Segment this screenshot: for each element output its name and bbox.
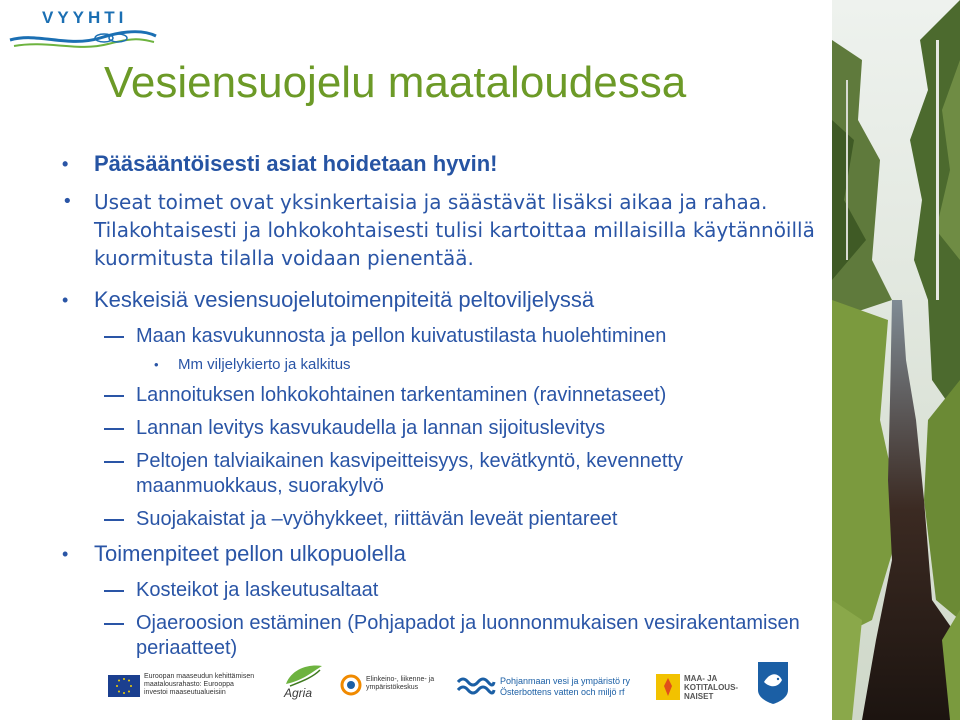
sub-bullet-item xyxy=(58,449,828,499)
eu-logo xyxy=(108,673,258,701)
bullet-item xyxy=(58,188,828,272)
eu-text: Euroopan maaseudun kehittämisen maatalousrahasto: Eurooppa investoi maaseutualueisiin xyxy=(144,673,255,696)
bullet-dot-icon: • xyxy=(62,154,69,174)
sub-bullet-item xyxy=(58,507,828,532)
sub-bullet-text: Lannoituksen lohkokohtainen tarkentaminen (ravinnetaseet) xyxy=(136,384,667,406)
ely-logo xyxy=(340,674,440,702)
sub-bullet-item xyxy=(58,578,828,603)
sub-bullet-item xyxy=(58,416,828,441)
bullet-item xyxy=(58,540,828,568)
bullet-dot-icon: • xyxy=(154,357,159,372)
slide-title: Vesiensuojelu maataloudessa xyxy=(104,58,687,107)
dash-icon xyxy=(104,336,124,338)
proagria-logo xyxy=(282,664,324,704)
maaja-text: MAA- JA KOTITALOUS- NAISET xyxy=(684,674,739,701)
sub-bullet-item xyxy=(58,383,828,408)
bullet-text: Toimenpiteet pellon ulkopuolella xyxy=(94,541,406,566)
maaja-logo xyxy=(654,672,742,706)
ely-circle-icon xyxy=(340,674,362,696)
bullet-text: Keskeisiä vesiensuojelutoimenpiteitä peltoviljelyssä xyxy=(94,287,595,312)
wave-logo-icon xyxy=(456,674,496,698)
dash-icon xyxy=(104,519,124,521)
sub-bullet-text: Ojaeroosion estäminen (Pohjapadot ja luonnonmukaisen vesirakentamisen periaatteet) xyxy=(136,612,800,659)
pohjanmaan-line1: Pohjanmaan vesi ja ympäristö ry xyxy=(500,676,631,686)
sub-sub-bullet-text: Mm viljelykierto ja kalkitus xyxy=(178,356,351,373)
sub-bullet-text: Kosteikot ja laskeutusaltaat xyxy=(136,579,379,601)
logo-text: VYYHTI xyxy=(42,8,128,27)
maaja-flower-icon xyxy=(654,672,682,702)
stream-photo-image xyxy=(832,0,960,720)
dash-icon xyxy=(104,461,124,463)
sub-sub-bullet-item xyxy=(58,355,828,375)
bullet-text: Useat toimet ovat yksinkertaisia ja säästävät lisäksi aikaa ja rahaa. Tilakohtaisesti ja lohkokohtaisesti tulisi kartoittaa millaisilla käytännöillä kuormitusta tilalla voidaan pienentää. xyxy=(94,190,815,270)
bullet-item xyxy=(58,150,828,178)
pohjanmaan-line2: Österbottens vatten och miljö rf xyxy=(500,687,625,697)
sub-bullet-text: Lannan levitys kasvukaudella ja lannan sijoituslevitys xyxy=(136,417,606,439)
ely-text: Elinkeino-, liikenne- ja ympäristökeskus xyxy=(366,676,435,691)
sub-bullet-text: Suojakaistat ja –vyöhykkeet, riittävän leveät pientareet xyxy=(136,508,618,530)
stream-photo xyxy=(832,0,960,720)
fish-logo xyxy=(756,660,790,706)
eu-flag-icon xyxy=(108,675,140,697)
sub-bullet-text: Peltojen talviaikainen kasvipeitteisyys, kevätkyntö, kevennetty maanmuokkaus, suorakylvö xyxy=(136,450,683,497)
fish-shield-icon xyxy=(756,660,790,706)
footer-logos xyxy=(0,650,832,720)
bullet-item xyxy=(58,286,828,314)
dash-icon xyxy=(104,623,124,625)
proagria-text: Agria xyxy=(284,686,313,700)
dash-icon xyxy=(104,395,124,397)
bullet-dot-icon: • xyxy=(62,191,73,212)
vyyhti-logo xyxy=(8,6,158,52)
proagria-leaf-icon xyxy=(282,664,324,688)
bullet-list xyxy=(58,150,828,669)
sub-bullet-item xyxy=(58,324,828,349)
sub-bullet-text: Maan kasvukunnosta ja pellon kuivatustilasta huolehtiminen xyxy=(136,325,667,347)
dash-icon xyxy=(104,590,124,592)
bullet-text: Pääsääntöisesti asiat hoidetaan hyvin! xyxy=(94,151,498,176)
pohjanmaan-logo xyxy=(456,674,636,702)
bullet-dot-icon: • xyxy=(62,290,69,310)
dash-icon xyxy=(104,428,124,430)
bullet-dot-icon: • xyxy=(62,544,69,564)
